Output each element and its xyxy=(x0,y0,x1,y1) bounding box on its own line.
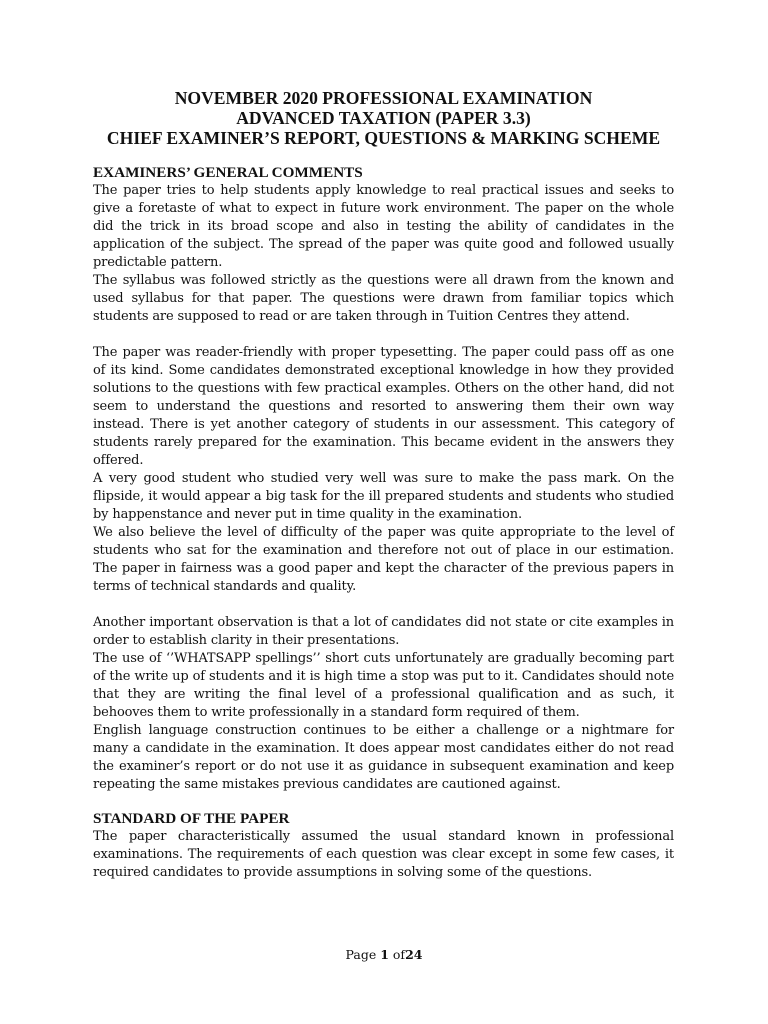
page-footer xyxy=(0,946,768,964)
paragraph-spacer xyxy=(93,596,674,614)
paragraph-intro: The paper tries to help students apply knowledge to real practical issues and seeks to give a foretaste of what to expect in future work environment. The paper on the whole did the trick in its broad scope and also in testing the ability of candidates in the application of the subject. The spread of the paper was quite good and followed usually predictable pattern. xyxy=(93,183,674,270)
document-page xyxy=(93,88,674,882)
page-of-label: of xyxy=(392,947,406,962)
paragraph-spacer xyxy=(93,326,674,344)
paragraph-whatsapp: The use of ‘’WHATSAPP spellings’’ short cuts unfortunately are gradually becoming part of the write up of students and it is high time a stop was put to it. Candidates should note that they are writing the final level of a professional qualification and as such, it behooves them to write professionally in a standard form required of them. xyxy=(93,651,674,720)
page-current-number: 1 xyxy=(380,947,389,962)
section-heading-standard: STANDARD OF THE PAPER xyxy=(93,810,290,827)
header-line-subject: ADVANCED TAXATION (PAPER 3.3) xyxy=(236,108,531,128)
paragraph-difficulty: We also believe the level of difficulty of the paper was quite appropriate to the level of students who sat for the examination and therefore not out of place in our estimation. The paper in fairness was a good paper and kept the character of the previous papers in terms of technical standards and quality. xyxy=(93,525,674,594)
page-label: Page xyxy=(345,947,377,962)
paragraph-examples: Another important observation is that a lot of candidates did not state or cite examples in order to establish clarity in their presentations. xyxy=(93,615,674,648)
paragraph-reader-friendly: The paper was reader-friendly with proper typesetting. The paper could pass off as one of its kind. Some candidates demonstrated exceptional knowledge in how they provided solutions to the questions with few practical examples. Others on the other hand, did not seem to understand the questions and resorted to answering them their own way instead. There is yet another category of students in our assessment. This category of students rarely prepared for the examination. This became evident in the answers they offered. xyxy=(93,345,674,468)
section-heading-general-comments: EXAMINERS’ GENERAL COMMENTS xyxy=(93,164,363,181)
page-total-number: 24 xyxy=(405,947,423,962)
header-line-exam: NOVEMBER 2020 PROFESSIONAL EXAMINATION xyxy=(174,88,593,108)
paragraph-english: English language construction continues to be either a challenge or a nightmare for many a candidate in the examination. It does appear most candidates either do not read the examiner’s report or do not use it as guidance in subsequent examination and keep repeating the same mistakes previous candidates are cautioned against. xyxy=(93,723,674,792)
document-header xyxy=(93,88,674,148)
header-line-report-title: CHIEF EXAMINER’S REPORT, QUESTIONS & MARKING SCHEME xyxy=(106,128,661,148)
paragraph-syllabus: The syllabus was followed strictly as the questions were all drawn from the known and used syllabus for that paper. The questions were drawn from familiar topics which students are supposed to read or are taken through in Tuition Centres they attend. xyxy=(93,273,674,324)
paragraph-good-student: A very good student who studied very well was sure to make the pass mark. On the flipside, it would appear a big task for the ill prepared students and students who studied by happenstance and never put in time quality in the examination. xyxy=(93,471,674,522)
paragraph-spacer xyxy=(93,794,674,810)
paragraph-standard: The paper characteristically assumed the usual standard known in professional examinations. The requirements of each question was clear except in some few cases, it required candidates to provide assumptions in solving some of the questions. xyxy=(93,829,674,880)
